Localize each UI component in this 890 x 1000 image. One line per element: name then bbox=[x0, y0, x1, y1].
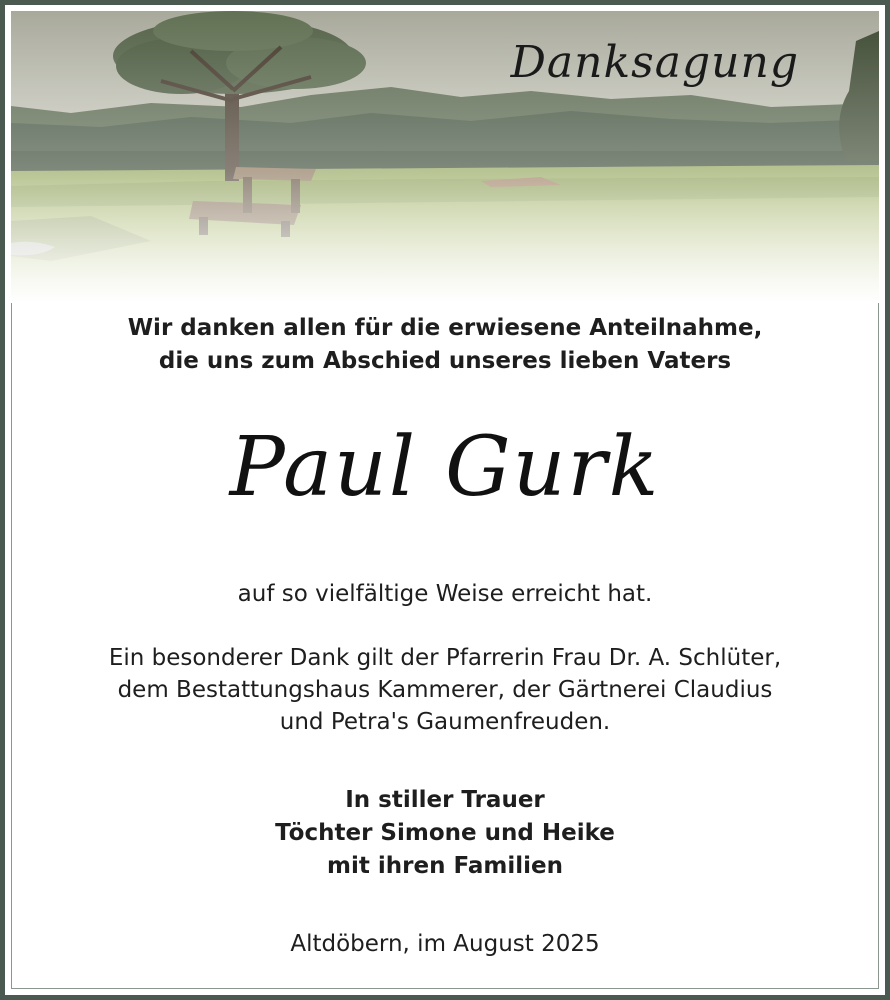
thanks-line-2: dem Bestattungshaus Kammerer, der Gärtnerei Claudius bbox=[117, 677, 773, 703]
mourners bbox=[0, 784, 890, 883]
place-date: Altdöbern, im August 2025 bbox=[290, 931, 600, 957]
thanks-line-3: und Petra's Gaumenfreuden. bbox=[279, 709, 611, 735]
thanks-line-1: Ein besonderer Dank gilt der Pfarrerin Frau Dr. A. Schlüter, bbox=[108, 645, 782, 671]
intro-text bbox=[0, 312, 890, 378]
reached-text: auf so vielfältige Weise erreicht hat. bbox=[237, 581, 653, 607]
deceased-name: Paul Gurk bbox=[229, 420, 661, 515]
intro-line-2: die uns zum Abschied unseres lieben Vaters bbox=[158, 348, 732, 374]
mourners-line-1: In stiller Trauer bbox=[345, 787, 545, 813]
intro-line-1: Wir danken allen für die erwiesene Anteilnahme, bbox=[127, 315, 763, 341]
heading-danksagung: Danksagung bbox=[510, 37, 799, 88]
landscape-photo bbox=[11, 11, 879, 303]
mourners-line-2: Töchter Simone und Heike bbox=[275, 820, 615, 846]
special-thanks bbox=[0, 642, 890, 738]
mourners-line-3: mit ihren Familien bbox=[327, 853, 563, 879]
